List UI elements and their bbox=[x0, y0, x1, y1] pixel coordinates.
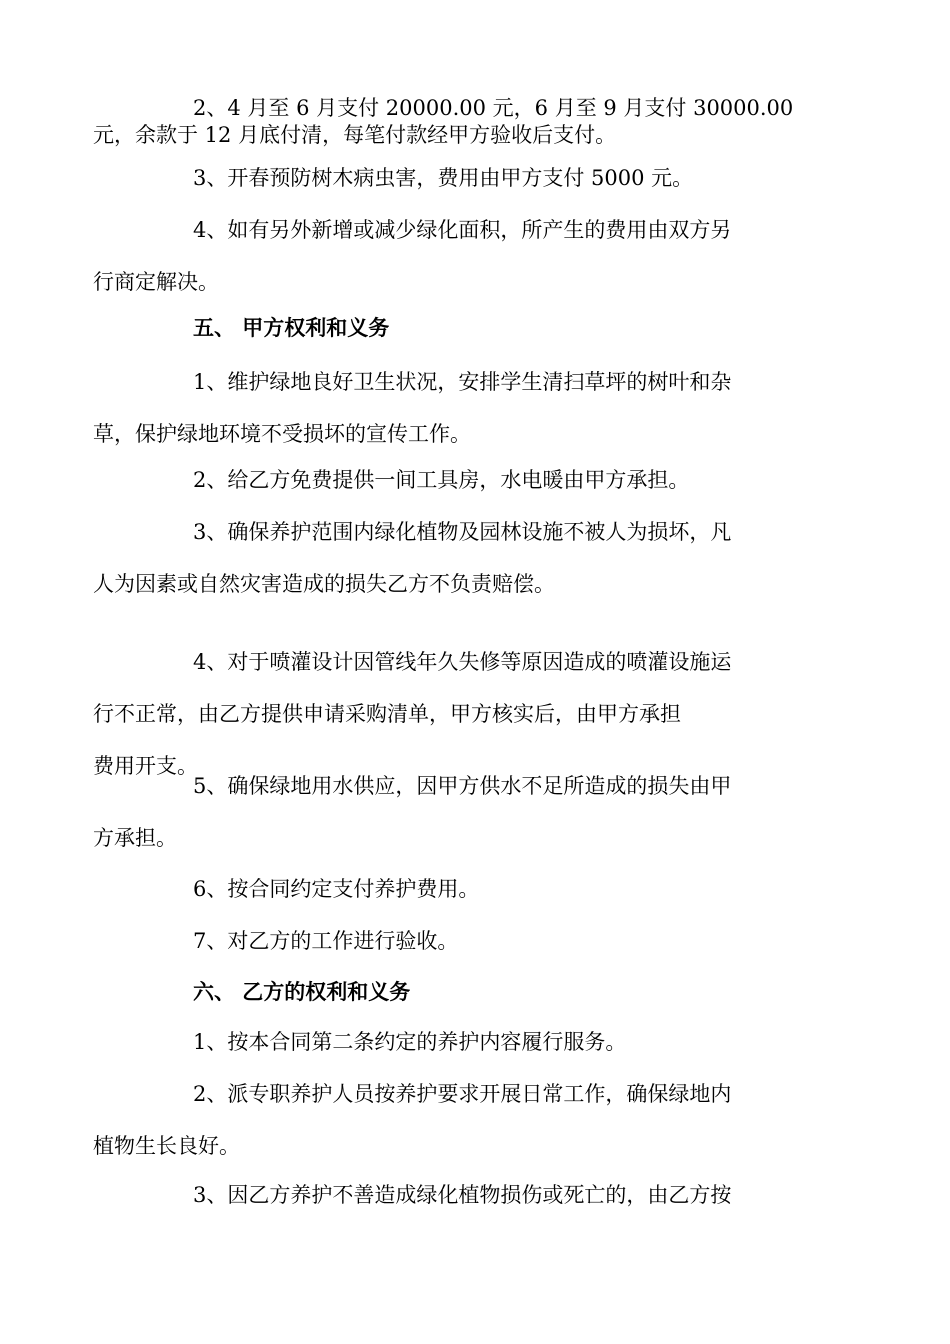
paragraph-pest-prevention bbox=[143, 166, 823, 191]
paragraph-b2 bbox=[93, 1068, 823, 1172]
heading-text: 五、 甲方权利和义务 bbox=[193, 316, 390, 340]
text-line: 草，保护绿地环境不受损坏的宣传工作。 bbox=[93, 422, 471, 446]
paragraph-a3 bbox=[93, 506, 823, 610]
paragraph-b1 bbox=[143, 1030, 823, 1055]
paragraph-a1 bbox=[93, 356, 823, 460]
text-line: 2、给乙方免费提供一间工具房，水电暖由甲方承担。 bbox=[193, 468, 690, 492]
text-line: 7、对乙方的工作进行验收。 bbox=[193, 929, 459, 953]
text-line: 4、如有另外新增或减少绿化面积，所产生的费用由双方另 bbox=[193, 218, 732, 242]
paragraph-a7 bbox=[143, 929, 823, 954]
section-heading-party-b bbox=[143, 980, 823, 1005]
paragraph-a6 bbox=[143, 877, 823, 902]
text-line: 人为因素或自然灾害造成的损失乙方不负责赔偿。 bbox=[93, 572, 555, 596]
text-line: 元，余款于 12 月底付清，每笔付款经甲方验收后支付。 bbox=[93, 123, 617, 147]
paragraph-payment-schedule bbox=[93, 95, 823, 149]
text-line: 5、确保绿地用水供应，因甲方供水不足所造成的损失由甲 bbox=[193, 774, 732, 798]
text-line: 植物生长良好。 bbox=[93, 1134, 240, 1158]
text-line: 2、派专职养护人员按养护要求开展日常工作，确保绿地内 bbox=[193, 1082, 732, 1106]
text-line: 行不正常，由乙方提供申请采购清单，甲方核实后，由甲方承担 bbox=[93, 702, 681, 726]
text-line: 1、维护绿地良好卫生状况，安排学生清扫草坪的树叶和杂 bbox=[193, 370, 732, 394]
paragraph-area-change bbox=[93, 204, 823, 308]
text-line: 1、按本合同第二条约定的养护内容履行服务。 bbox=[193, 1030, 627, 1054]
text-line: 4、对于喷灌设计因管线年久失修等原因造成的喷灌设施运 bbox=[193, 650, 732, 674]
text-line: 3、因乙方养护不善造成绿化植物损伤或死亡的，由乙方按 bbox=[193, 1183, 732, 1207]
paragraph-a2 bbox=[143, 468, 823, 493]
text-line: 行商定解决。 bbox=[93, 270, 219, 294]
heading-text: 六、 乙方的权利和义务 bbox=[193, 980, 411, 1004]
text-line: 方承担。 bbox=[93, 826, 177, 850]
section-heading-party-a bbox=[143, 316, 823, 341]
text-line: 费用开支。 bbox=[93, 754, 198, 778]
text-line: 6、按合同约定支付养护费用。 bbox=[193, 877, 480, 901]
text-line: 3、确保养护范围内绿化植物及园林设施不被人为损坏，凡 bbox=[193, 520, 732, 544]
text-line: 3、开春预防树木病虫害，费用由甲方支付 5000 元。 bbox=[193, 166, 694, 190]
text-line: 2、4 月至 6 月支付 20000.00 元，6 月至 9 月支付 30000.00 bbox=[193, 96, 794, 120]
paragraph-b3 bbox=[143, 1183, 823, 1208]
